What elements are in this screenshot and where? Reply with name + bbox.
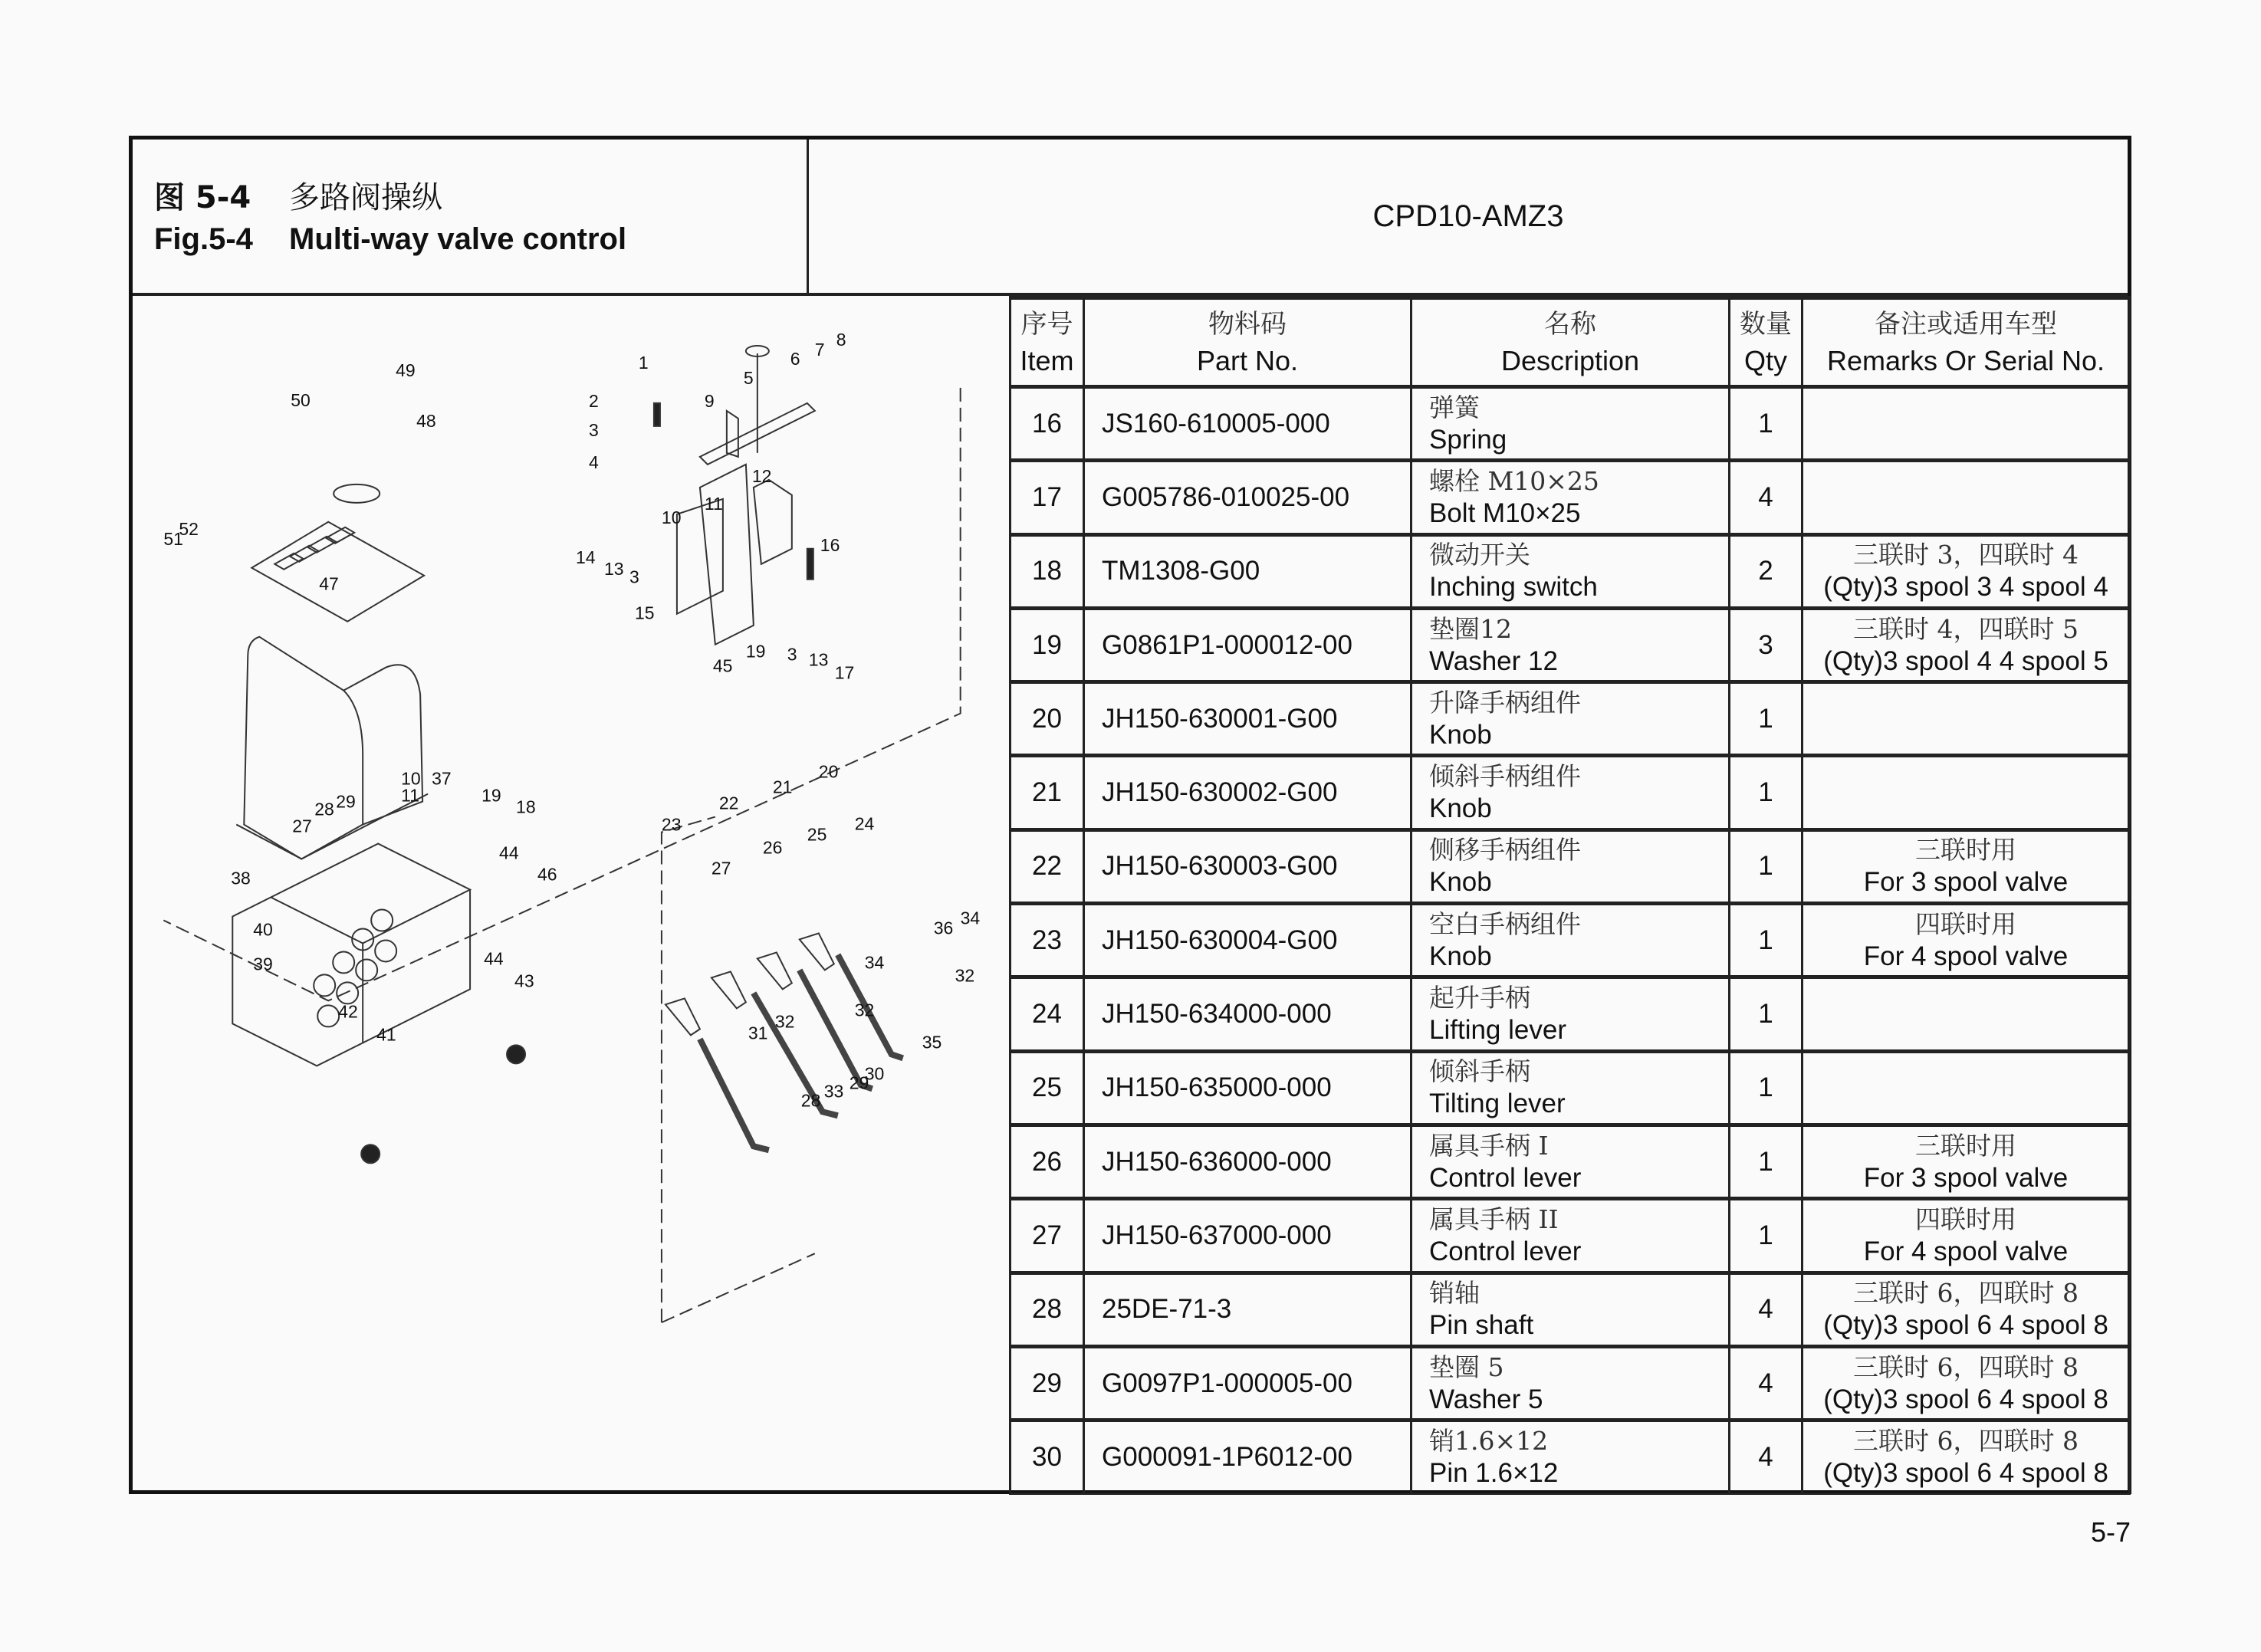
cell-item: 22 (1011, 829, 1084, 903)
sheet-header (133, 140, 2128, 296)
cell-part-no: JH150-630002-G00 (1084, 756, 1411, 829)
table-row (1011, 1199, 2130, 1273)
callout-label: 20 (818, 761, 839, 782)
remark-en: For 3 spool valve (1863, 867, 2069, 898)
cell-part-no: G000091-1P6012-00 (1084, 1420, 1411, 1494)
cell-qty: 1 (1730, 387, 1803, 461)
cell-qty: 3 (1730, 608, 1803, 681)
callout-label: 36 (933, 918, 954, 938)
remark-en: For 3 spool valve (1863, 1162, 2069, 1193)
description-en: Washer 5 (1429, 1384, 1543, 1414)
callout-label: 44 (484, 948, 504, 969)
callout-label: 3 (787, 644, 797, 665)
remark-zh: 三联时用 (1915, 1130, 2016, 1161)
table-row (1011, 387, 2130, 461)
callout-label: 24 (854, 813, 875, 834)
cell-remarks (1803, 977, 2130, 1051)
callout-label: 43 (514, 971, 534, 991)
callout-label: 28 (800, 1090, 821, 1111)
table-row (1011, 534, 2130, 608)
cell-item: 29 (1011, 1346, 1084, 1420)
callout-label: 21 (772, 777, 793, 797)
cell-description (1411, 1199, 1730, 1273)
callout-label: 29 (336, 791, 356, 812)
callout-label: 11 (704, 493, 723, 514)
callout-label: 23 (661, 814, 682, 835)
remark-en: (Qty)3 spool 6 4 spool 8 (1823, 1310, 2108, 1341)
callout-label: 9 (704, 390, 715, 411)
cell-remarks (1803, 829, 2130, 903)
cell-description (1411, 461, 1730, 534)
cell-qty: 2 (1730, 534, 1803, 608)
description-zh: 空白手柄组件 (1429, 908, 1581, 939)
cell-qty: 4 (1730, 461, 1803, 534)
remark-en: For 4 spool valve (1863, 1236, 2069, 1266)
model-number: CPD10-AMZ3 (1372, 199, 1564, 233)
callout-label: 22 (718, 793, 739, 813)
description-en: Knob (1429, 941, 1492, 971)
callout-label: 33 (823, 1081, 844, 1102)
callout-label: 48 (416, 410, 436, 431)
callout-label: 4 (588, 452, 599, 472)
cell-part-no: JH150-630003-G00 (1084, 829, 1411, 903)
figure-title-en-text: Multi-way valve control (289, 222, 627, 256)
callout-label: 25 (807, 824, 827, 845)
page-number: 5-7 (2091, 1516, 2131, 1548)
remark-en: (Qty)3 spool 3 4 spool 4 (1823, 572, 2108, 603)
cell-item: 20 (1011, 682, 1084, 756)
cell-qty: 1 (1730, 1125, 1803, 1198)
table-row (1011, 904, 2130, 977)
description-en: Bolt M10×25 (1429, 498, 1581, 528)
cell-part-no: TM1308-G00 (1084, 534, 1411, 608)
parts-table (1009, 296, 2131, 1495)
column-header-remarks: 备注或适用车型 Remarks Or Serial No. (1803, 298, 2130, 387)
description-en: Tilting lever (1429, 1089, 1566, 1119)
cell-remarks (1803, 387, 2130, 461)
callout-label: 2 (588, 390, 599, 411)
description-zh: 属具手柄 I (1429, 1130, 1549, 1161)
description-zh: 倾斜手柄 (1429, 1056, 1530, 1087)
cell-description (1411, 977, 1730, 1051)
callout-label: 15 (634, 603, 655, 623)
cell-item: 17 (1011, 461, 1084, 534)
cell-part-no: G005786-010025-00 (1084, 461, 1411, 534)
cell-part-no: JH150-630001-G00 (1084, 682, 1411, 756)
description-en: Knob (1429, 793, 1492, 824)
figure-title-cell (133, 140, 809, 293)
cell-qty: 4 (1730, 1420, 1803, 1494)
cell-part-no: JS160-610005-000 (1084, 387, 1411, 461)
description-en: Control lever (1429, 1236, 1582, 1266)
cell-item: 28 (1011, 1273, 1084, 1346)
table-row (1011, 1346, 2130, 1420)
callout-label: 44 (499, 842, 519, 863)
description-zh: 销轴 (1429, 1278, 1480, 1309)
cell-remarks (1803, 1125, 2130, 1198)
callout-label: 17 (834, 662, 855, 683)
cell-description (1411, 682, 1730, 756)
cell-qty: 1 (1730, 1199, 1803, 1273)
callout-label: 13 (808, 649, 829, 670)
callout-label: 14 (575, 547, 596, 567)
cell-qty: 1 (1730, 977, 1803, 1051)
description-zh: 升降手柄组件 (1429, 687, 1581, 718)
table-row (1011, 1125, 2130, 1198)
callout-label: 39 (253, 954, 273, 974)
remark-zh: 三联时 6，四联时 8 (1853, 1351, 2079, 1382)
remark-zh: 三联时 4，四联时 5 (1853, 613, 2079, 644)
figure-label-zh: 图 5-4 (154, 180, 251, 215)
table-row (1011, 1420, 2130, 1494)
cell-description (1411, 904, 1730, 977)
description-en: Washer 12 (1429, 645, 1558, 676)
callout-label: 28 (314, 799, 334, 819)
callout-label: 32 (854, 1000, 875, 1020)
cell-remarks (1803, 1051, 2130, 1125)
cell-qty: 4 (1730, 1346, 1803, 1420)
cell-part-no: JH150-635000-000 (1084, 1051, 1411, 1125)
cell-item: 26 (1011, 1125, 1084, 1198)
callout-label: 1 (638, 352, 649, 373)
figure-title-en (154, 222, 626, 257)
cell-remarks (1803, 1346, 2130, 1420)
description-en: Knob (1429, 719, 1492, 750)
callout-label: 27 (292, 816, 312, 836)
cell-description (1411, 387, 1730, 461)
description-zh: 属具手柄 II (1429, 1204, 1559, 1234)
callout-label: 52 (179, 518, 199, 539)
callout-label: 47 (319, 573, 339, 594)
callout-label: 13 (603, 558, 624, 579)
description-zh: 侧移手柄组件 (1429, 835, 1581, 865)
cell-remarks (1803, 608, 2130, 681)
cell-part-no: JH150-630004-G00 (1084, 904, 1411, 977)
cell-description (1411, 608, 1730, 681)
callout-label: 40 (253, 919, 273, 940)
cell-item: 19 (1011, 608, 1084, 681)
column-header-qty: 数量 Qty (1730, 298, 1803, 387)
cell-item: 23 (1011, 904, 1084, 977)
callout-label: 34 (864, 952, 885, 973)
cell-item: 30 (1011, 1420, 1084, 1494)
description-en: Control lever (1429, 1162, 1582, 1193)
description-zh: 起升手柄 (1429, 983, 1530, 1013)
cell-description (1411, 534, 1730, 608)
description-zh: 垫圈12 (1429, 613, 1512, 644)
remark-zh: 三联时 6，四联时 8 (1853, 1278, 2079, 1309)
cell-description (1411, 1051, 1730, 1125)
remark-zh: 四联时用 (1915, 908, 2016, 939)
remark-en: (Qty)3 spool 6 4 spool 8 (1823, 1458, 2108, 1489)
parts-sheet-frame (129, 136, 2131, 1494)
cell-part-no: G0861P1-000012-00 (1084, 608, 1411, 681)
callout-label: 16 (820, 534, 840, 555)
callout-label: 49 (396, 360, 416, 380)
cell-remarks (1803, 461, 2130, 534)
exploded-parts-diagram (133, 296, 1009, 1490)
cell-qty: 1 (1730, 1051, 1803, 1125)
remark-en: For 4 spool valve (1863, 941, 2069, 971)
callout-label: 3 (588, 419, 599, 440)
callout-label: 50 (291, 389, 311, 410)
description-zh: 螺栓 M10×25 (1429, 465, 1599, 496)
table-row (1011, 608, 2130, 681)
callout-label: 35 (922, 1032, 942, 1053)
remark-zh: 三联时 3，四联时 4 (1853, 540, 2079, 570)
cell-item: 24 (1011, 977, 1084, 1051)
callout-label: 31 (748, 1023, 768, 1043)
remark-en: (Qty)3 spool 4 4 spool 5 (1823, 645, 2108, 676)
callout-label: 10 (401, 768, 421, 789)
callout-label: 51 (163, 528, 183, 549)
cell-description (1411, 1273, 1730, 1346)
description-en: Inching switch (1429, 572, 1598, 603)
cell-description (1411, 1346, 1730, 1420)
callout-label: 6 (790, 348, 800, 369)
column-header-part-no: 物料码 Part No. (1084, 298, 1411, 387)
cell-part-no: JH150-636000-000 (1084, 1125, 1411, 1198)
cell-description (1411, 1125, 1730, 1198)
callout-label: 19 (481, 785, 501, 806)
cell-item: 16 (1011, 387, 1084, 461)
description-en: Knob (1429, 867, 1492, 898)
callout-label: 32 (774, 1011, 795, 1032)
cell-remarks (1803, 756, 2130, 829)
callout-label: 5 (743, 367, 754, 388)
callout-label: 3 (629, 567, 639, 587)
table-header-row (1011, 298, 2130, 387)
figure-title-zh-text: 多路阀操纵 (289, 180, 442, 215)
description-en: Pin 1.6×12 (1429, 1458, 1559, 1489)
table-row (1011, 461, 2130, 534)
table-row (1011, 756, 2130, 829)
cell-remarks (1803, 904, 2130, 977)
cell-description (1411, 756, 1730, 829)
cell-qty: 1 (1730, 829, 1803, 903)
callout-label: 37 (432, 768, 452, 789)
cell-remarks (1803, 1420, 2130, 1494)
callout-label: 29 (849, 1072, 869, 1093)
callout-label: 38 (231, 868, 251, 888)
callout-label: 30 (864, 1063, 885, 1084)
callout-label: 11 (401, 785, 419, 806)
table-row (1011, 1051, 2130, 1125)
callout-label: 46 (537, 864, 557, 885)
remark-zh: 三联时用 (1915, 835, 2016, 865)
cell-remarks (1803, 1199, 2130, 1273)
table-row (1011, 829, 2130, 903)
description-zh: 垫圈 5 (1429, 1351, 1504, 1382)
description-zh: 倾斜手柄组件 (1429, 761, 1581, 792)
description-en: Spring (1429, 424, 1507, 455)
figure-title-zh (154, 173, 442, 217)
remark-zh: 四联时用 (1915, 1204, 2016, 1234)
cell-qty: 4 (1730, 1273, 1803, 1346)
remark-zh: 三联时 6，四联时 8 (1853, 1426, 2079, 1457)
callout-label: 18 (516, 796, 536, 817)
cell-qty: 1 (1730, 756, 1803, 829)
remark-en: (Qty)3 spool 6 4 spool 8 (1823, 1384, 2108, 1414)
cell-item: 25 (1011, 1051, 1084, 1125)
column-header-item: 序号 Item (1011, 298, 1084, 387)
cell-item: 18 (1011, 534, 1084, 608)
table-row (1011, 977, 2130, 1051)
cell-qty: 1 (1730, 682, 1803, 756)
callout-label: 32 (955, 965, 975, 986)
column-header-description: 名称 Description (1411, 298, 1730, 387)
cell-part-no: 25DE-71-3 (1084, 1273, 1411, 1346)
callout-label: 34 (960, 908, 981, 928)
figure-label-en: Fig.5-4 (154, 222, 253, 256)
callout-label: 8 (836, 329, 846, 350)
cell-remarks (1803, 682, 2130, 756)
cell-item: 21 (1011, 756, 1084, 829)
cell-qty: 1 (1730, 904, 1803, 977)
callout-label: 12 (751, 465, 772, 486)
callout-label: 26 (762, 837, 783, 858)
description-zh: 销1.6×12 (1429, 1426, 1549, 1457)
callout-label: 7 (814, 339, 825, 360)
cell-remarks (1803, 534, 2130, 608)
cell-part-no: G0097P1-000005-00 (1084, 1346, 1411, 1420)
callout-label: 42 (338, 1001, 358, 1022)
callout-label: 27 (711, 858, 731, 879)
cell-remarks (1803, 1273, 2130, 1346)
cell-item: 27 (1011, 1199, 1084, 1273)
diagram-drawing (133, 296, 1009, 1490)
callout-label: 41 (376, 1024, 396, 1045)
callout-label: 45 (712, 655, 733, 676)
table-row (1011, 1273, 2130, 1346)
callout-label: 10 (661, 507, 682, 527)
callout-label: 19 (745, 641, 766, 662)
cell-description (1411, 1420, 1730, 1494)
cell-part-no: JH150-634000-000 (1084, 977, 1411, 1051)
description-en: Pin shaft (1429, 1310, 1534, 1341)
table-row (1011, 682, 2130, 756)
description-en: Lifting lever (1429, 1015, 1566, 1046)
description-zh: 微动开关 (1429, 540, 1530, 570)
cell-part-no: JH150-637000-000 (1084, 1199, 1411, 1273)
description-zh: 弹簧 (1429, 392, 1480, 422)
cell-description (1411, 829, 1730, 903)
